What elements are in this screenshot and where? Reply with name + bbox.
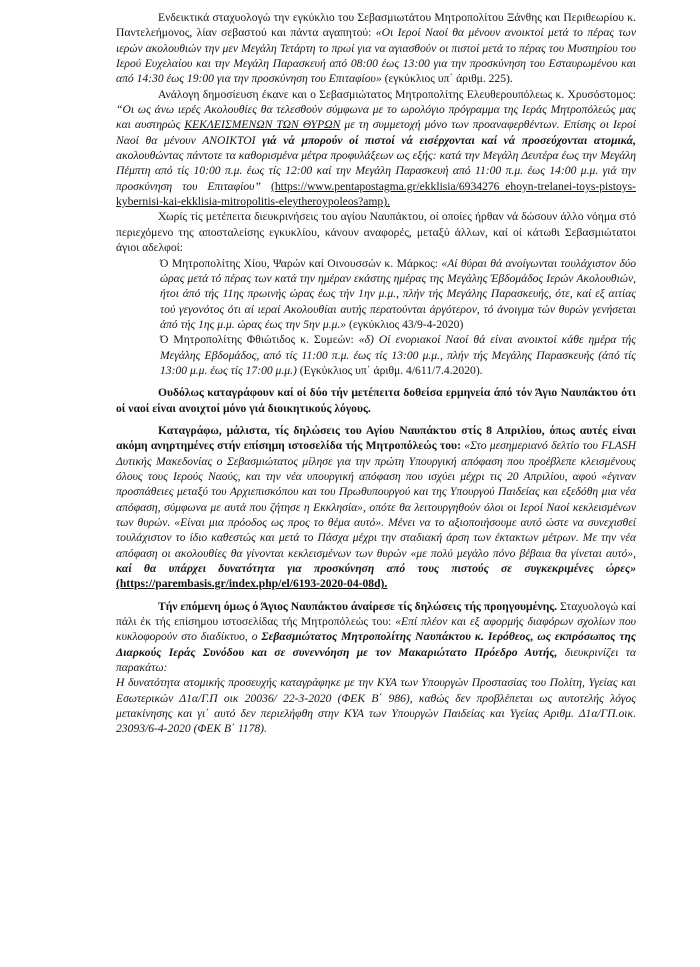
paragraph-lead: Ό Μητροπολίτης Χίου, Ψαρών καί Οινουσσών κ. Μάρκος: [160,256,438,270]
circular-reference: (εγκύκλιος 43/9-4-2020) [348,317,464,331]
paragraph-fthiotida [116,332,636,378]
circular-quote: “Οι ως άνω ιερές Ακολουθίες θα τελεσθούν σύμφωνα με το ωρολόγιο πρόγραμμα της Ιεράς Μητροπόλεώς μας και αυστηρώς [116,103,636,132]
paragraph-kya [116,675,636,736]
bold-lead: Τήν επόμενη όμως ό Άγιος Ναυπάκτου άναίρεσε τίς δηλώσεις τής προηγουμένης. [158,599,558,613]
document-page [116,10,636,737]
paragraph-lead: Ό Μητροπολίτης Φθιώτιδος κ. Συμεών: [160,333,354,347]
statement-quote: «Στο μεσημεριανό δελτίο του FLASH Δυτικής Μακεδονίας ο Σεβασμιώτατος μίλησε για την πρώτη Υπουργική απόφαση που προέβλεπε κλεισμένους όλους τους Ιερούς Ναούς, και την νέα υπουργική απόφαση που ισχύει μέχρι τις 20 Απριλίου, αφού «έγιναν προσπάθειες μεταξύ του Αρχιεπισκόπου και του Πρωθυπουργού και της Υπουργού Παιδείας και εξεδόθη μια νέα απόφαση, σύμφωνα με αυτά που ζήτησε η Εκκλησία», οπότε θα λειτουργηθούν όλοι οι Ιεροί Ναοί κεκλεισμένων των θυρών. «Είναι μια πρόοδος ως προς το θέμα αυτό». Μένει να το αξιοποιήσουμε αυτό ώστε να συνεχισθεί τουλάχιστον το ίδιο καθεστώς και μετά το Πάσχα μέχρι την σταδιακή άρση των έκτακτων μέτρων. Με την νέα απόφαση οι ακολουθίες θα γίνονται κεκλεισμένων των θυρών «με πολύ μεγάλο πόνο βέβαια θα γίνεται αυτό», [116,439,636,560]
statement-quote: «Επί πλέον και εξ αφορμής διαφόρων σχολίων που κυκλοφορούν στο διαδίκτυο, ο [116,615,636,644]
circular-reference: (Εγκύκλιος υπ΄ άριθμ. 4/611/7.4.2020). [299,363,483,377]
circular-quote: «Αί θύραι θά ανοίγωνται τουλάχιστον δύο ώρας μετά τό πέρας των κατά την ημέραν εκάστης ημέρας της Μεγάλης Έβδομάδος Ιερών Ακολουθιών, ήτοι άπό τής 11ης πρωινής ώρας έως τήν 1ην μ.μ., πλήν τής Μεγάλης Παρασκευής, ότε, καί εξ αιτίας τού γεγονότος ότι αί ιεραί Ακολουθίαι αυτής περατούνται άργότερον, τό άνοιγμα τών θυρών γενήσεται άπό τής 1ης μ.μ. ώρας έως την 5ην μ.μ.» [160,256,636,331]
paragraph-nafpaktos-retraction [116,599,636,676]
paragraph-lead: Ανάλογη δημοσίευση έκανε και ο Σεβασμιώτατος Μητροπολίτης Ελευθερουπόλεως κ. Χρυσόστομος: [158,87,636,101]
bold-emphasis: Σεβασμιώτατος Μητροπολίτης Ναυπάκτου κ. Ιερόθεος, ως εκπρόσωπος της Διαρκούς Ιεράς Συνόδου και σε συνεννόηση με τον Μακαριώτατο Πρόεδρο Αυτής, [116,630,636,659]
bold-emphasis: γιά νά μπορούν οί πιστοί νά εισέρχονται καί νά προσεύχονται ατομικά, [262,133,636,147]
paragraph-nafpaktos-statements [116,423,636,592]
paragraph-eleftheroupolis [116,87,636,210]
paragraph-text: Η δυνατότητα ατομικής προσευχής καταγράφηκε με την ΚΥΑ των Υπουργών Προστασίας του Πολίτη, Υγείας και Εσωτερικών Δ1α/Γ.Π οικ 20036/ 22-3-2020 (ΦΕΚ Β΄ 986), καθώς δεν προβλέπεται ως αυτοτελής λόγος μετακίνησης και γι΄ αυτό δεν περιελήφθη στην ΚΥΑ των Υπουργών Παιδείας και Υγείας Αριθμ. Δ1α/ΓΠ.οικ. 23093/6-4-2020 (ΦΕΚ Β΄ 1178). [116,676,636,736]
circular-quote: με τη συμμετοχή μόνο των προαναφερθέντων. Επίσης οι Ιεροί Ναοί θα μένουν ΑΝΟΙΚΤΟΙ [116,118,637,147]
paragraph-lead: Ενδεικτικά σταχυολογώ την εγκύκλιο του Σεβασμιωτάτου Μητροπολίτου Ξάνθης και Περιθεωρίου κ. Παντελεήμονος, λίαν σεβαστού και πάντα αγαπητού: [116,11,636,40]
circular-quote: «Οι Ιεροί Ναοί θα μένουν ανοικτοί μετά το πέρας των ιερών ακολουθιών την μεν Μεγάλη Τετάρτη το πρωί για να αγιασθούν οι πιστοί μετά το πέρας του Μυστηρίου του Ιερού Ευχελαίου και την Μεγάλη Παρασκευή από 08:00 έως 13:00 για την προσκύνηση του Εσταυρωμένου και από 14:30 έως 19:00 για την προσκύνηση του Επιταφίου» [116,26,636,86]
circular-quote: ακολουθώντας πάντοτε τα καθορισμένα μέτρα προφυλάξεων ως εξής: κατά την Μεγάλη Δευτέρα έως την Μεγάλη Πέμπτη από τίς 10:00 π.μ. έως τίς 12:00 καί την Μεγάλη Παρασκευή από 11:00 π.μ. έως 14:00 μ.μ. γιά την προσκύνηση του Επιταφίου” [116,149,636,193]
paragraph-text: Ουδόλως καταγράφουν καί οί δύο τήν μετέπειτα δοθείσα ερμηνεία άπό τόν Άγιο Ναυπάκτου ότι οί ναοί είναι ανοιχτοί μόνο γιά διοικητικούς λόγους. [116,386,636,415]
bold-emphasis: καί θα υπάρχει δυνατότητα για προσκύνηση από τους πιστούς σε συγκεκριμένες ώρες» [116,562,636,576]
paragraph-text: Σταχυολογώ καί πάλι έκ τής επίσημου ιστοσελίδας τής Μητροπόλεώς του: [116,599,636,629]
source-link[interactable]: (https://www.pentapostagma.gr/ekklisia/6934276_ehoyn-trelanei-toys-pistoys-kybernisi-kai-ekklisia-mitropolitis-eleytheroypoleos?amp). [116,179,636,209]
paragraph-xanthi [116,10,636,87]
circular-reference: (εγκύκλιος υπ΄ άριθμ. 225). [384,72,513,86]
bold-lead: Καταγράφω, μάλιστα, τίς δηλώσεις του Αγίου Ναυπάκτου στίς 8 Απριλίου, όπως αυτές είναι ακόμη ανηρτημένες στήν επίσημη ιστοσελίδα τής Μητροπόλεώς του: [116,423,636,453]
paragraph-chios [116,256,636,333]
paragraph-text: Χωρίς τίς μετέπειτα διευκρινήσεις του αγίου Ναυπάκτου, οί οποίες ήρθαν νά δώσουν άλλο νόημα στό περιεχόμενο της αποσταλείσης εγκυκλίου, κάνουν αναφορές, μεταξύ άλλων, καί οί κάτωθι Σεβασμιώτατοι άγιοι αδελφοί: [116,210,636,255]
paragraph-observation [116,385,636,416]
underlined-emphasis: ΚΕΚΛΕΙΣΜΕΝΩΝ ΤΩΝ ΘΥΡΩΝ [184,118,341,132]
statement-quote: διευκρινίζει τα παρακάτω: [116,645,636,675]
paragraph-intro-bishops [116,209,636,255]
source-link[interactable]: (https://parembasis.gr/index.php/el/6193-2020-04-08d). [116,577,388,591]
circular-quote: «δ) Οί ενοριακοί Ναοί θά είναι ανοικτοί κάθε ημέρα τής Μεγάλης Εβδομάδος, από τίς 11:00 π.μ. έως τίς 13:00 μ.μ., πλήν τής Μεγάλης Παρασκευής (άπό τίς 13:00 μ.μ. έως τίς 17:00 μ.μ.) [160,333,636,377]
